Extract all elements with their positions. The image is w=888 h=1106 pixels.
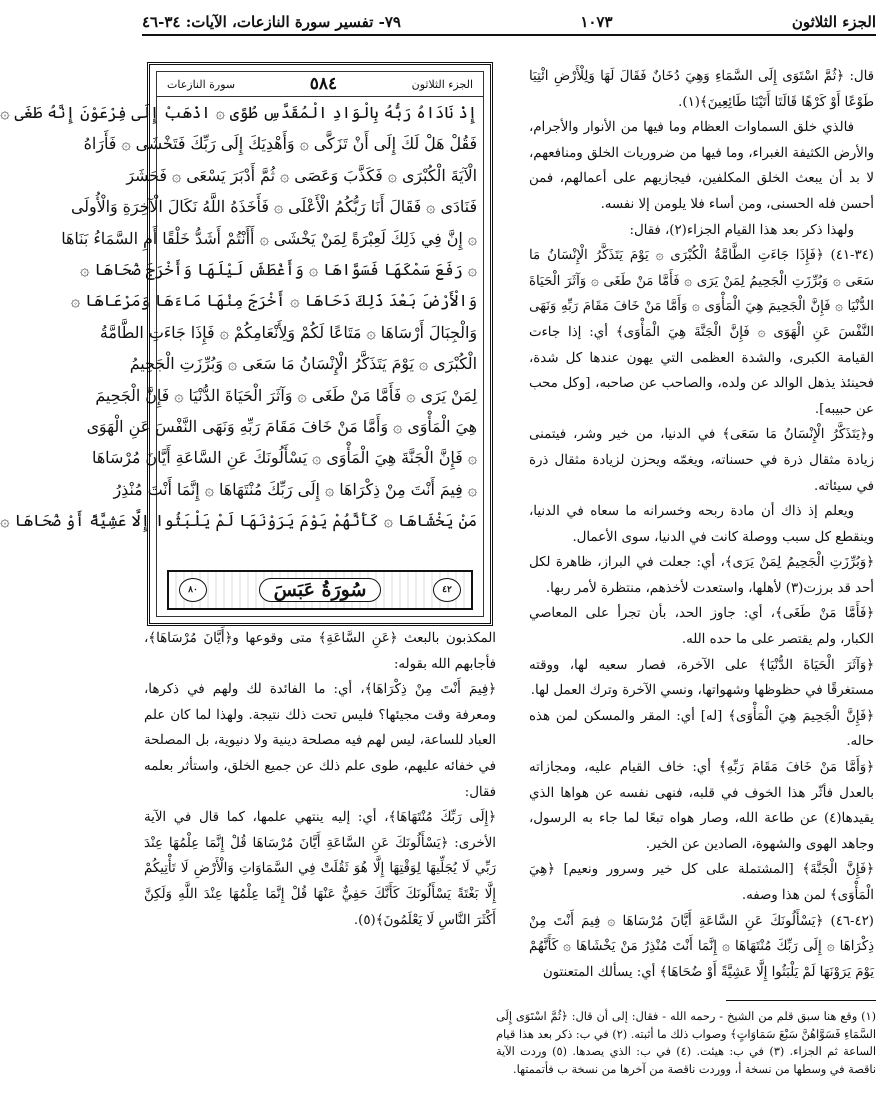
paragraph: (٤٢-٤٦) ﴿يَسْأَلُونَكَ عَنِ السَّاعَةِ أَيَّانَ مُرْسَاهَا ۞ فِيمَ أَنْتَ مِنْ ذِكْرَاهَا ۞ إِلَى رَبِّكَ مُنْتَهَاهَا ۞ إِنَّمَا أَنْتَ مُنْذِرُ مَنْ يَخْشَاهَا ۞ كَأَنَّهُمْ يَوْمَ يَرَوْنَهَا لَمْ يَلْبَثُوا إِلَّا عَشِيَّةً أَوْ ضُحَاهَا﴾ أي: يسألك المتعنتون — [529, 913, 874, 980]
mushaf-line: ۞ رَفَعَ سَمْكَهَا فَسَوَّاهَا ۞ وَأَغْطَشَ لَيْلَهَا وَأَخْرَجَ ضُحَاهَا ۞ — [80, 260, 477, 280]
paragraph: ﴿فَإِنَّ الْجَحِيمَ هِيَ الْمَأْوَى﴾ [له] أي: المقر والمسكن لمن هذه حاله. — [529, 708, 874, 750]
mushaf-line: ۞ فَإِنَّ الْجَنَّةَ هِيَ الْمَأْوَى ۞ يَسْأَلُونَكَ عَنِ السَّاعَةِ أَيَّانَ مُرْسَاهَا — [92, 448, 477, 468]
mushaf-line: فَقُلْ هَلْ لَكَ إِلَى أَنْ تَزَكَّى ۞ وَأَهْدِيَكَ إِلَى رَبِّكَ فَتَخْشَى ۞ فَأَرَاهُ — [83, 134, 477, 154]
paragraph: ﴿وَآثَرَ الْحَيَاةَ الدُّنْيَا﴾ على الآخرة، فصار سعيه لها، ووقته مستغرقًا في حظوظها وشهواتها، ونسي الآخرة وترك العمل لها. — [529, 657, 874, 699]
running-header — [142, 10, 876, 36]
paragraph: المكذبون بالبعث ﴿عَنِ السَّاعَةِ﴾ متى وقوعها و﴿أَيَّانَ مُرْسَاهَا﴾، فأجابهم الله بقوله: — [144, 631, 496, 672]
paragraph: ﴿فِيمَ أَنْتَ مِنْ ذِكْرَاهَا﴾، أي: ما الفائدة لك ولهم في ذكرها، ومعرفة وقت مجيئها؟ فليس تحت ذلك نتيجة. ولهذا لما كان علم العباد للساعة، ليس لهم فيه مصلحة دينية ولا دنيوية، بل المصلحة في خفائه عليهم، طوى علم ذلك عن جميع الخلق، واستأثر بعلمه فقال: — [144, 682, 496, 800]
mushaf-inner-frame — [0, 71, 484, 617]
mushaf-juz-label: الجزء الثلاثون — [411, 77, 473, 91]
mushaf-line: الْكُبْرَى ۞ يَوْمَ يَتَذَكَّرُ الْإِنْسَانُ مَا سَعَى ۞ وَبُرِّزَتِ الْجَحِيمُ — [129, 354, 477, 374]
surah-banner-left-medallion: ٨٠ — [179, 578, 207, 602]
mushaf-line: مَنْ يَخْشَاهَا ۞ كَأَنَّهُمْ يَوْمَ يَرَوْنَهَا لَمْ يَلْبَثُوا إِلَّا عَشِيَّةً أَوْ ضُحَاهَا ۞ — [0, 511, 477, 531]
paragraph: ﴿وَأَمَّا مَنْ خَافَ مَقَامَ رَبِّهِ﴾ أي: خاف القيام عليه، ومجازاته بالعدل فأثّر هذا الخوف في قلبه، فنهى نفسه عن هواها الذي يقيدها(٤) عن طاعة الله، وصار هواه تبعًا لما جاء به الرسول، وجاهد الهوى والشهوة، الصادين عن الخير. — [529, 760, 874, 852]
mushaf-line: ۞ فِيمَ أَنْتَ مِنْ ذِكْرَاهَا ۞ إِلَى رَبِّكَ مُنْتَهَاهَا ۞ إِنَّمَا أَنْتَ مُنْذِرُ — [113, 479, 477, 499]
mushaf-line: وَالْأَرْضَ بَعْدَ ذَلِكَ دَحَاهَا ۞ أَخْرَجَ مِنْهَا مَاءَهَا وَمَرْعَاهَا ۞ — [70, 291, 477, 311]
footnotes — [496, 1008, 876, 1078]
footnote-divider — [726, 1000, 876, 1001]
header-section-title: ٧٩- تفسير سورة النازعات، الآيات: ٣٤-٤٦ — [142, 13, 401, 31]
mushaf-line: إِذْ نَادَاهُ رَبُّهُ بِالْوَادِ الْمُقَدَّسِ طُوًى ۞ اذْهَبْ إِلَى فِرْعَوْنَ إِنَّهُ طَغَى ۞ — [0, 103, 477, 122]
mushaf-line: الْآيَةَ الْكُبْرَى ۞ فَكَذَّبَ وَعَصَى ۞ ثُمَّ أَدْبَرَ يَسْعَى ۞ فَحَشَرَ — [126, 165, 477, 185]
paragraph: و﴿يَتَذَكَّرُ الْإِنْسَانُ مَا سَعَى﴾ في الدنيا، من خير وشر، فيتمنى زيادة مثقال ذرة في حسناته، ويغمّه ويحزن لزيادة مثقال ذرة في سيئاته. — [529, 427, 874, 494]
footnote-text: (١) وقع هنا سبق قلم من الشيخ - رحمه الله - فقال: إلى أن قال: ﴿ثُمَّ اسْتَوَى إِلَى السَّمَاءِ فَسَوَّاهُنَّ سَبْعَ سَمَاوَاتٍ﴾ وصواب ذلك ما أثبته. (٢) في ب: ذكر بعد هذا قيام الساعة ثم الجزاء. (٣) في ب: هيئت. (٤) في ب: الذي يصدها. (٥) وردت الآية ناقصة في وسطها من نسخة أ، ووردت ناقصة من آخرها من نسخة ب فأتممتها. — [496, 1010, 877, 1076]
mushaf-line: ۞ إِنَّ فِي ذَلِكَ لَعِبْرَةً لِمَنْ يَخْشَى ۞ أَأَنْتُمْ أَشَدُّ خَلْقًا أَمِ السَّمَاءُ بَنَاهَا — [61, 228, 477, 248]
mushaf-page-number: ٥٨٤ — [309, 74, 338, 94]
mushaf-surah-label: سورة النازعات — [167, 77, 236, 91]
paragraph: ﴿فَأَمَّا مَنْ طَغَى﴾، أي: جاوز الحد، بأن تجرأ على المعاصي الكبار، ولم يقتصر على ما حده الله. — [529, 606, 874, 648]
header-page-number: ١٠٧٣ — [580, 13, 613, 31]
header-juz: الجزء الثلاثون — [791, 13, 876, 31]
paragraph: (٣٤-٤١) ﴿فَإِذَا جَاءَتِ الطَّامَّةُ الْكُبْرَى ۞ يَوْمَ يَتَذَكَّرُ الْإِنْسَانُ مَا سَعَى ۞ وَبُرِّزَتِ الْجَحِيمُ لِمَنْ يَرَى ۞ فَأَمَّا مَنْ طَغَى ۞ وَآثَرَ الْحَيَاةَ الدُّنْيَا ۞ فَإِنَّ الْجَحِيمَ هِيَ الْمَأْوَى ۞ وَأَمَّا مَنْ خَافَ مَقَامَ رَبِّهِ وَنَهَى النَّفْسَ عَنِ الْهَوَى ۞ فَإِنَّ الْجَنَّةَ هِيَ الْمَأْوَى﴾ أي: إذا جاءت القيامة الكبرى، والشدة العظمى التي يهون عندها كل شدة، فحينئذ يذهل الوالد عن ولده، والصاحب عن صاحبه، [وكل محب عن حبيبه]. — [529, 248, 874, 417]
paragraph: ويعلم إذ ذاك أن مادة ربحه وخسرانه ما سعاه في الدنيا، وينقطع كل سبب ووصلة كانت في الدنيا، سوى الأعمال. — [529, 504, 874, 545]
mushaf-line: لِمَنْ يَرَى ۞ فَأَمَّا مَنْ طَغَى ۞ وَآثَرَ الْحَيَاةَ الدُّنْيَا ۞ فَإِنَّ الْجَحِيمَ — [95, 385, 477, 405]
mushaf-line: وَالْجِبَالَ أَرْسَاهَا ۞ مَتَاعًا لَكُمْ وَلِأَنْعَامِكُمْ ۞ فَإِذَا جَاءَتِ الطَّامَّةُ — [99, 322, 477, 342]
mushaf-line: هِيَ الْمَأْوَى ۞ وَأَمَّا مَنْ خَافَ مَقَامَ رَبِّهِ وَنَهَى النَّفْسَ عَنِ الْهَوَى — [86, 417, 477, 437]
right-text-column — [529, 64, 874, 985]
paragraph: فالذي خلق السماوات العظام وما فيها من الأنوار والأجرام، والأرض الكثيفة الغبراء، وما فيها من ضروريات الخلق ومنافعهم، لا بد أن يبعث الخلق المكلفين، فيجازيهم على أعمالهم، فمن أحسن فله الحسنى، ومن أساء فلا يلومن إلا نفسه. — [529, 120, 874, 212]
mushaf-page-image — [0, 62, 493, 626]
surah-banner-title: سُورَةُ عَبَسَ — [259, 578, 382, 602]
paragraph: ﴿إِلَى رَبِّكَ مُنْتَهَاهَا﴾، أي: إليه ينتهي علمها، كما قال في الآية الأخرى: ﴿يَسْأَلُونَكَ عَنِ السَّاعَةِ أَيَّانَ مُرْسَاهَا قُلْ إِنَّمَا عِلْمُهَا عِنْدَ رَبِّي لَا يُجَلِّيهَا لِوَقْتِهَا إِلَّا هُوَ ثَقُلَتْ فِي السَّمَاوَاتِ وَالْأَرْضِ لَا تَأْتِيكُمْ إِلَّا بَغْتَةً يَسْأَلُونَكَ كَأَنَّكَ حَفِيٌّ عَنْهَا قُلْ إِنَّمَا عِلْمُهَا عِنْدَ اللَّهِ وَلَكِنَّ أَكْثَرَ النَّاسِ لَا يَعْلَمُونَ﴾(٥). — [144, 810, 496, 928]
surah-banner-right-medallion: ٤٢ — [433, 578, 461, 602]
paragraph: ولهذا ذكر بعد هذا القيام الجزاء(٢)، فقال: — [629, 222, 854, 238]
left-text-column — [144, 626, 496, 933]
mushaf-header — [157, 72, 483, 97]
mushaf-line: فَنَادَى ۞ فَقَالَ أَنَا رَبُّكُمُ الْأَعْلَى ۞ فَأَخَذَهُ اللَّهُ نَكَالَ الْآخِرَةِ وَالْأُولَى — [71, 197, 477, 217]
paragraph: قال: ﴿ثُمَّ اسْتَوَى إِلَى السَّمَاءِ وَهِيَ دُخَانٌ فَقَالَ لَهَا وَلِلْأَرْضِ ائْتِيَا طَوْعًا أَوْ كَرْهًا قَالَتَا أَتَيْنَا طَائِعِينَ﴾(١). — [529, 69, 874, 110]
paragraph: ﴿وَبُرِّزَتِ الْجَحِيمُ لِمَنْ يَرَى﴾، أي: جعلت في البراز، ظاهرة لكل أحد قد برزت(٣) لأهلها، واستعدت لأخذهم، منتظرة لأمر ربها. — [529, 555, 874, 596]
paragraph: ﴿فَإِنَّ الْجَنَّةَ﴾ [المشتملة على كل خير وسرور ونعيم] ﴿هِيَ الْمَأْوَى﴾ لمن هذا وصفه. — [529, 862, 874, 903]
surah-banner — [167, 570, 473, 610]
